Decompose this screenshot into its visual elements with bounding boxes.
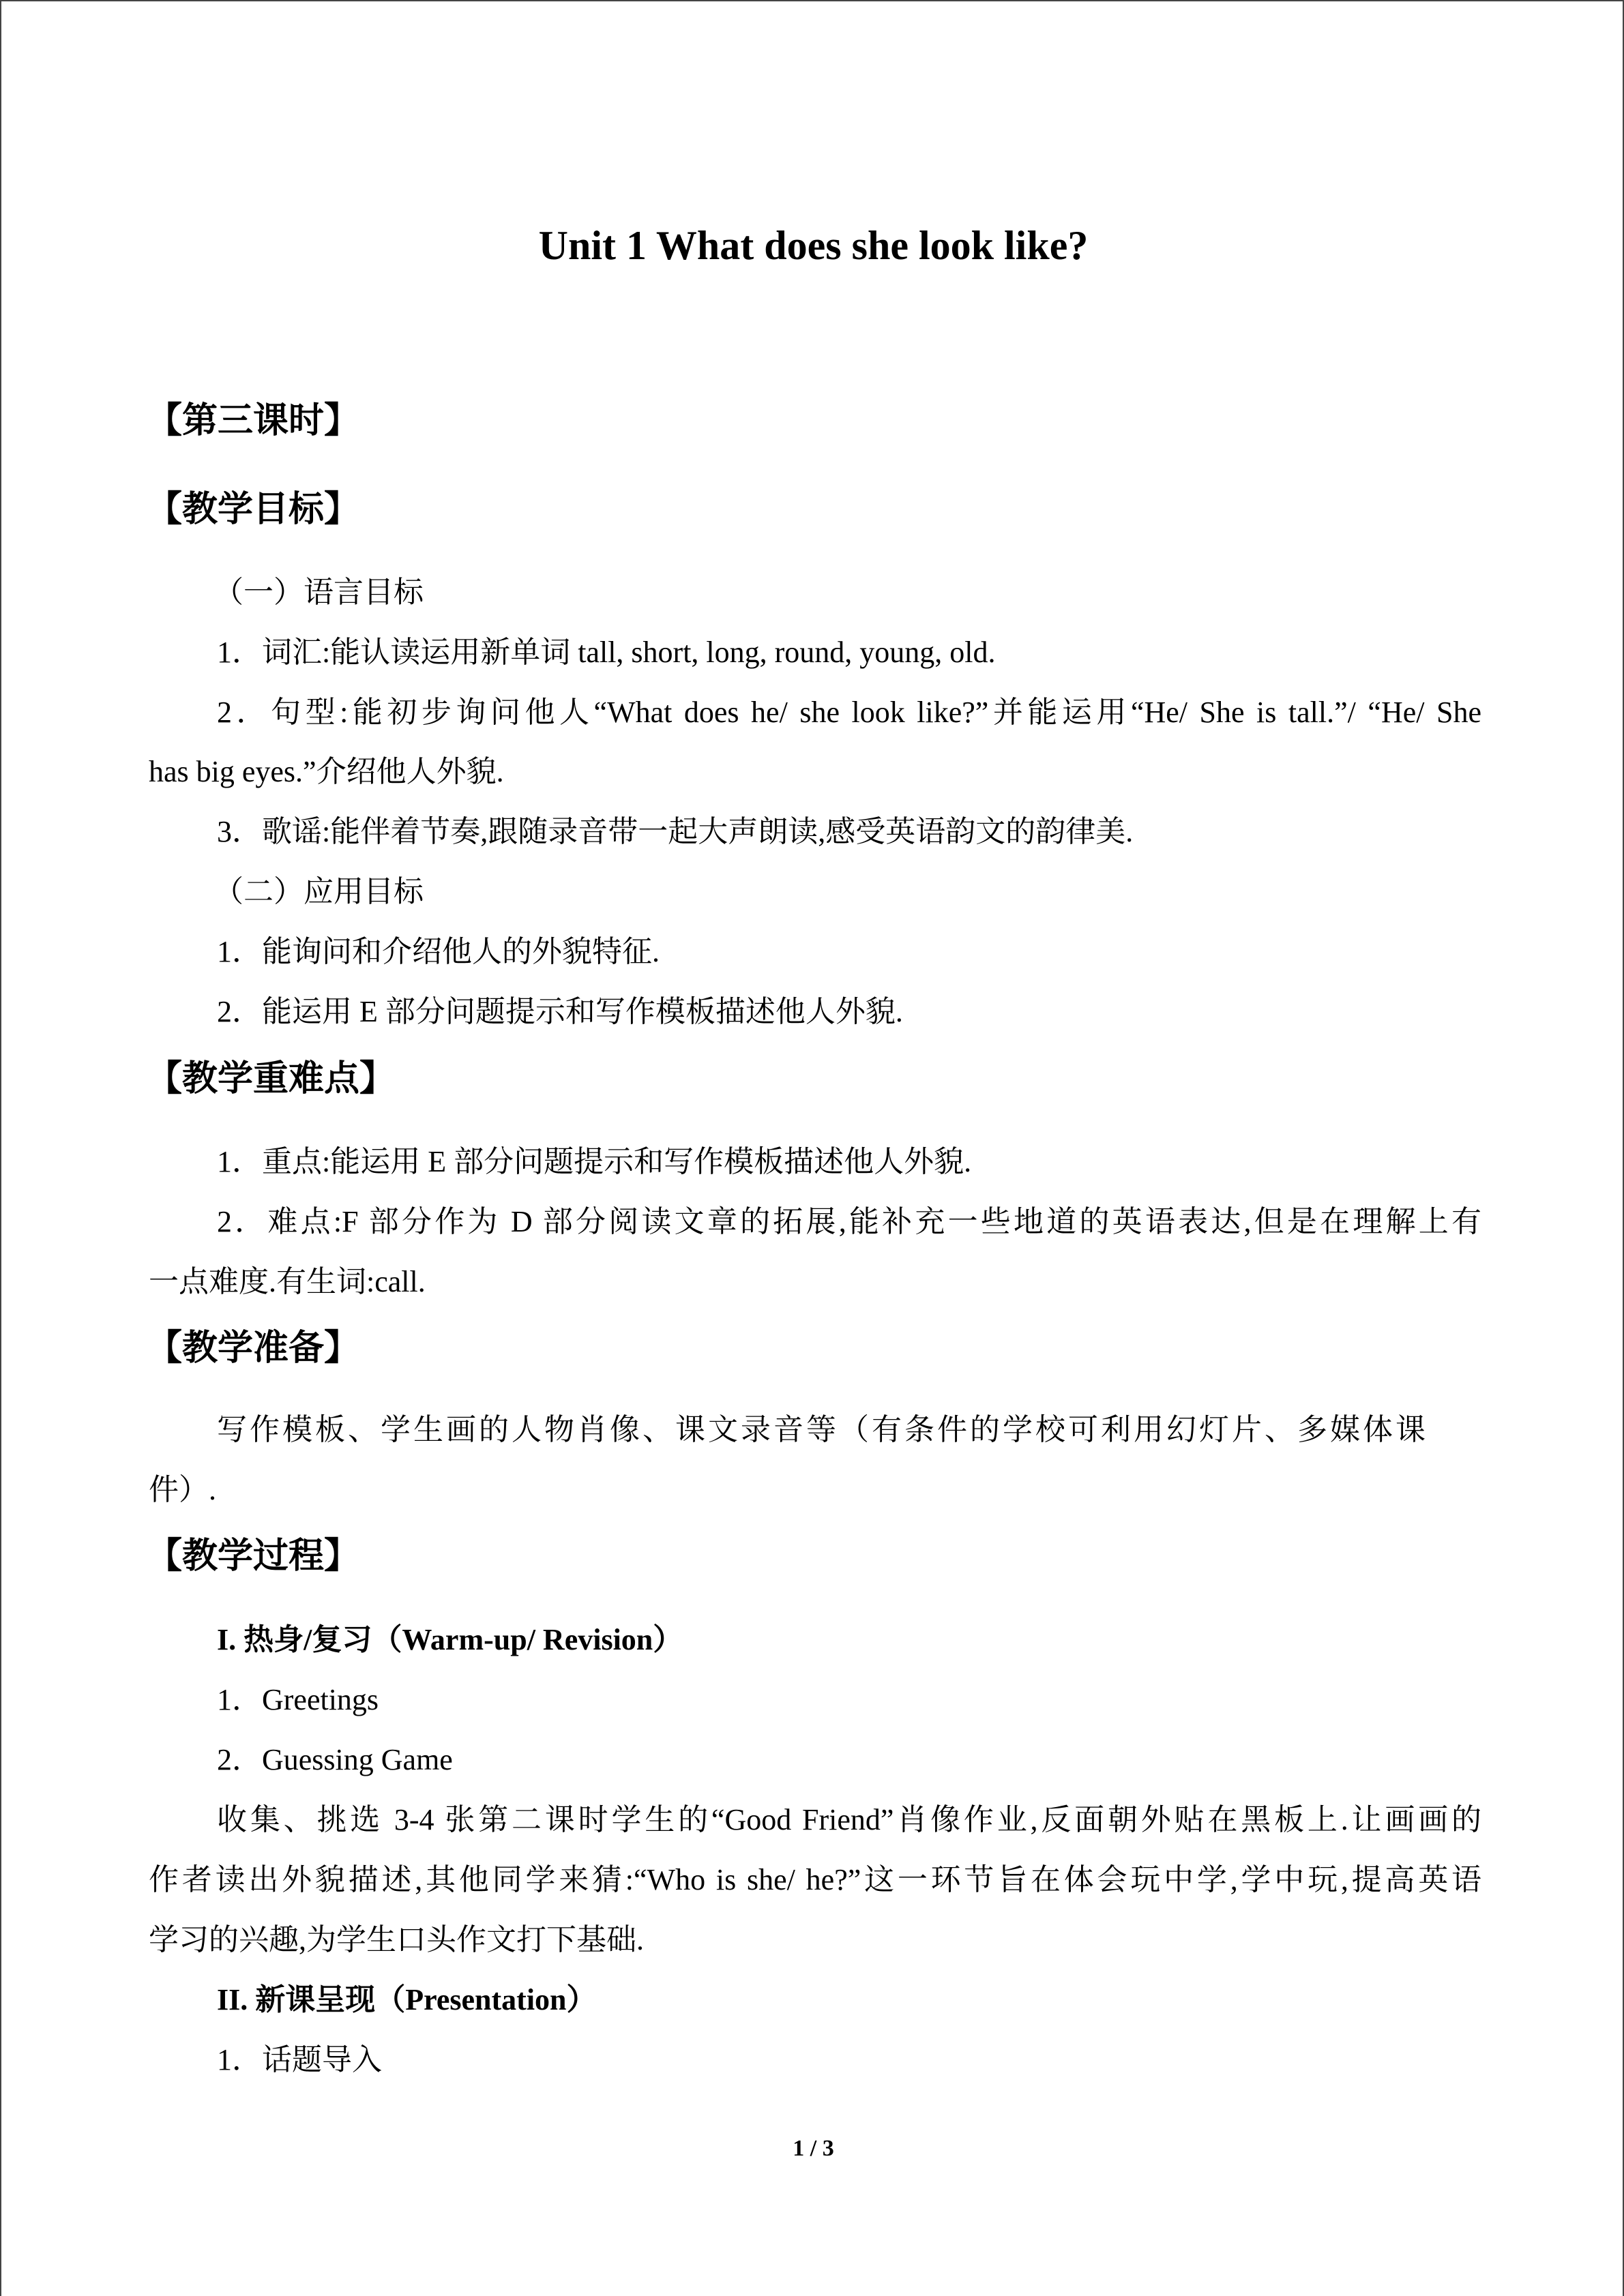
process-warmup-head: I. 热身/复习（Warm-up/ Revision） [217, 1623, 683, 1656]
keypoint-difficulty-line2: 一点难度.有生词:call. [149, 1265, 426, 1298]
preparation-line2: 件）. [149, 1473, 216, 1506]
preparation-line1: 写作模板、学生画的人物肖像、课文录音等（有条件的学校可利用幻灯片、多媒体课 [217, 1413, 1426, 1446]
process-game-line1: 收集、挑选 3-4 张第二课时学生的“Good Friend”肖像作业,反面朝外贴在黑板上.让画画的 [217, 1803, 1481, 1836]
process-game-line3: 学习的兴趣,为学生口头作文打下基础. [149, 1923, 644, 1956]
keypoint-key: 1．重点:能运用 E 部分问题提示和写作模板描述他人外貌. [217, 1145, 972, 1178]
objective-pattern-line1: 2．句型:能初步询问他人“What does he/ she look like?”并能运用“He/ She is tall.”/ “He/ She [217, 696, 1481, 729]
objective-application-2: 2．能运用 E 部分问题提示和写作模板描述他人外貌. [217, 995, 903, 1028]
keypoint-difficulty-line1: 2．难点:F 部分作为 D 部分阅读文章的拓展,能补充一些地道的英语表达,但是在理解上有 [217, 1205, 1481, 1238]
process-guessing-game: 2．Guessing Game [217, 1743, 453, 1776]
objective-pattern-line2: has big eyes.”介绍他人外貌. [149, 755, 504, 788]
heading-preparation: 【教学准备】 [147, 1328, 360, 1369]
heading-period: 【第三课时】 [147, 400, 360, 441]
process-topic-intro: 1．话题导入 [217, 2043, 382, 2076]
heading-keypoints: 【教学重难点】 [147, 1058, 396, 1099]
process-presentation-head: II. 新课呈现（Presentation） [217, 1983, 597, 2016]
objective-vocab: 1．词汇:能认读运用新单词 tall, short, long, round, young, old. [217, 636, 996, 669]
objective-language-head: （一）语言目标 [213, 576, 424, 609]
heading-objectives: 【教学目标】 [147, 489, 360, 530]
process-game-line2: 作者读出外貌描述,其他同学来猜:“Who is she/ he?”这一环节旨在体会玩中学,学中玩,提高英语 [149, 1863, 1481, 1896]
document-title: Unit 1 What does she look like? [538, 223, 1089, 268]
process-greetings: 1．Greetings [217, 1683, 379, 1716]
objective-application-head: （二）应用目标 [213, 875, 424, 908]
objective-application-1: 1．能询问和介绍他人的外貌特征. [217, 935, 660, 968]
objective-chant: 3．歌谣:能伴着节奏,跟随录音带一起大声朗读,感受英语韵文的韵律美. [217, 815, 1134, 848]
heading-process: 【教学过程】 [147, 1536, 360, 1577]
page-number: 1 / 3 [793, 2136, 834, 2161]
